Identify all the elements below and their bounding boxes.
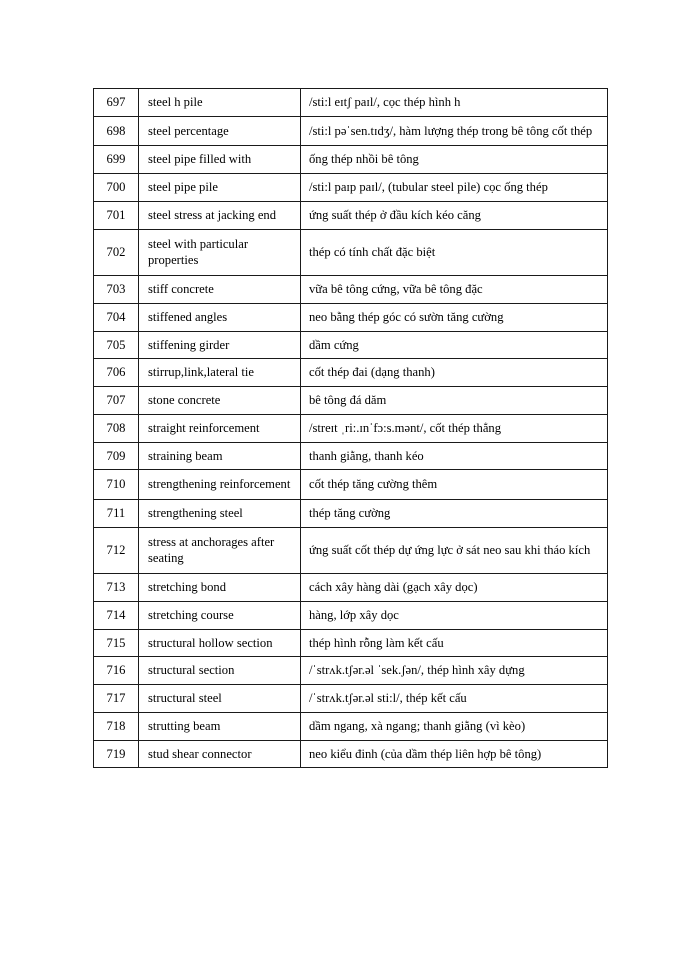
entry-index: 705 [94,331,139,359]
table-row [94,116,608,146]
entry-term: stress at anchorages after seating [139,527,301,573]
entry-index: 708 [94,414,139,442]
table-row [94,414,608,442]
entry-definition: thép hình rỗng làm kết cấu [301,629,608,657]
entry-definition: cách xây hàng dài (gạch xây dọc) [301,574,608,602]
entry-term: strutting beam [139,712,301,740]
table-row [94,174,608,202]
table-row [94,201,608,229]
entry-definition: /ˈstrʌk.tʃər.əl sti:l/, thép kết cấu [301,685,608,713]
table-row [94,470,608,500]
table-row [94,331,608,359]
entry-index: 699 [94,146,139,174]
entry-definition: thép có tính chất đặc biệt [301,229,608,275]
table-row [94,712,608,740]
entry-definition: vữa bê tông cứng, vữa bê tông đặc [301,276,608,304]
entry-term: structural steel [139,685,301,713]
entry-definition: thanh giằng, thanh kéo [301,442,608,470]
entry-definition: /sti:l paɪp paɪl/, (tubular steel pile) cọc ống thép [301,174,608,202]
entry-index: 713 [94,574,139,602]
entry-index: 709 [94,442,139,470]
table-row [94,276,608,304]
entry-definition: neo bằng thép góc có sườn tăng cường [301,303,608,331]
entry-index: 702 [94,229,139,275]
entry-term: stone concrete [139,387,301,415]
entry-definition: /sti:l pəˈsen.tɪdʒ/, hàm lượng thép trong bê tông cốt thép [301,116,608,146]
entry-index: 706 [94,359,139,387]
table-row [94,387,608,415]
entry-term: steel stress at jacking end [139,201,301,229]
entry-index: 710 [94,470,139,500]
entry-term: steel pipe pile [139,174,301,202]
table-row [94,601,608,629]
entry-term: structural section [139,657,301,685]
entry-index: 704 [94,303,139,331]
entry-index: 711 [94,500,139,528]
entry-definition: ứng suất thép ở đầu kích kéo căng [301,201,608,229]
entry-definition: hàng, lớp xây dọc [301,601,608,629]
entry-index: 719 [94,740,139,768]
entry-term: steel pipe filled with [139,146,301,174]
entry-index: 715 [94,629,139,657]
glossary-table-body [94,89,608,768]
entry-definition: cốt thép tăng cường thêm [301,470,608,500]
table-row [94,89,608,117]
table-row [94,629,608,657]
entry-term: stud shear connector [139,740,301,768]
entry-index: 698 [94,116,139,146]
entry-definition: /sti:l eɪtʃ paɪl/, cọc thép hình h [301,89,608,117]
entry-definition: /ˈstrʌk.tʃər.əl ˈsek.ʃən/, thép hình xây dựng [301,657,608,685]
table-row [94,657,608,685]
entry-index: 700 [94,174,139,202]
entry-term: strengthening reinforcement [139,470,301,500]
entry-index: 703 [94,276,139,304]
entry-term: stiffened angles [139,303,301,331]
entry-term: stretching course [139,601,301,629]
entry-index: 697 [94,89,139,117]
entry-index: 717 [94,685,139,713]
entry-term: strengthening steel [139,500,301,528]
entry-definition: neo kiểu đinh (của dầm thép liên hợp bê tông) [301,740,608,768]
entry-definition: ống thép nhồi bê tông [301,146,608,174]
table-row [94,740,608,768]
entry-index: 701 [94,201,139,229]
table-row [94,442,608,470]
entry-definition: ứng suất cốt thép dự ứng lực ở sát neo sau khi tháo kích [301,527,608,573]
entry-term: stiffening girder [139,331,301,359]
entry-index: 714 [94,601,139,629]
entry-term: steel with particular properties [139,229,301,275]
entry-term: steel percentage [139,116,301,146]
entry-index: 712 [94,527,139,573]
entry-term: straight reinforcement [139,414,301,442]
entry-term: stiff concrete [139,276,301,304]
entry-definition: /streɪt ˌri:.ɪnˈfɔ:s.mənt/, cốt thép thẳng [301,414,608,442]
entry-definition: thép tăng cường [301,500,608,528]
entry-term: stirrup,link,lateral tie [139,359,301,387]
table-row [94,146,608,174]
entry-index: 718 [94,712,139,740]
table-row [94,359,608,387]
entry-index: 716 [94,657,139,685]
entry-term: steel h pile [139,89,301,117]
table-row [94,527,608,573]
entry-definition: bê tông đá dăm [301,387,608,415]
entry-definition: dầm cứng [301,331,608,359]
glossary-table [93,88,608,768]
entry-definition: cốt thép đai (dạng thanh) [301,359,608,387]
entry-index: 707 [94,387,139,415]
entry-term: structural hollow section [139,629,301,657]
entry-definition: dầm ngang, xà ngang; thanh giằng (vì kèo) [301,712,608,740]
table-row [94,500,608,528]
entry-term: straining beam [139,442,301,470]
table-row [94,229,608,275]
table-row [94,303,608,331]
table-row [94,574,608,602]
table-row [94,685,608,713]
entry-term: stretching bond [139,574,301,602]
